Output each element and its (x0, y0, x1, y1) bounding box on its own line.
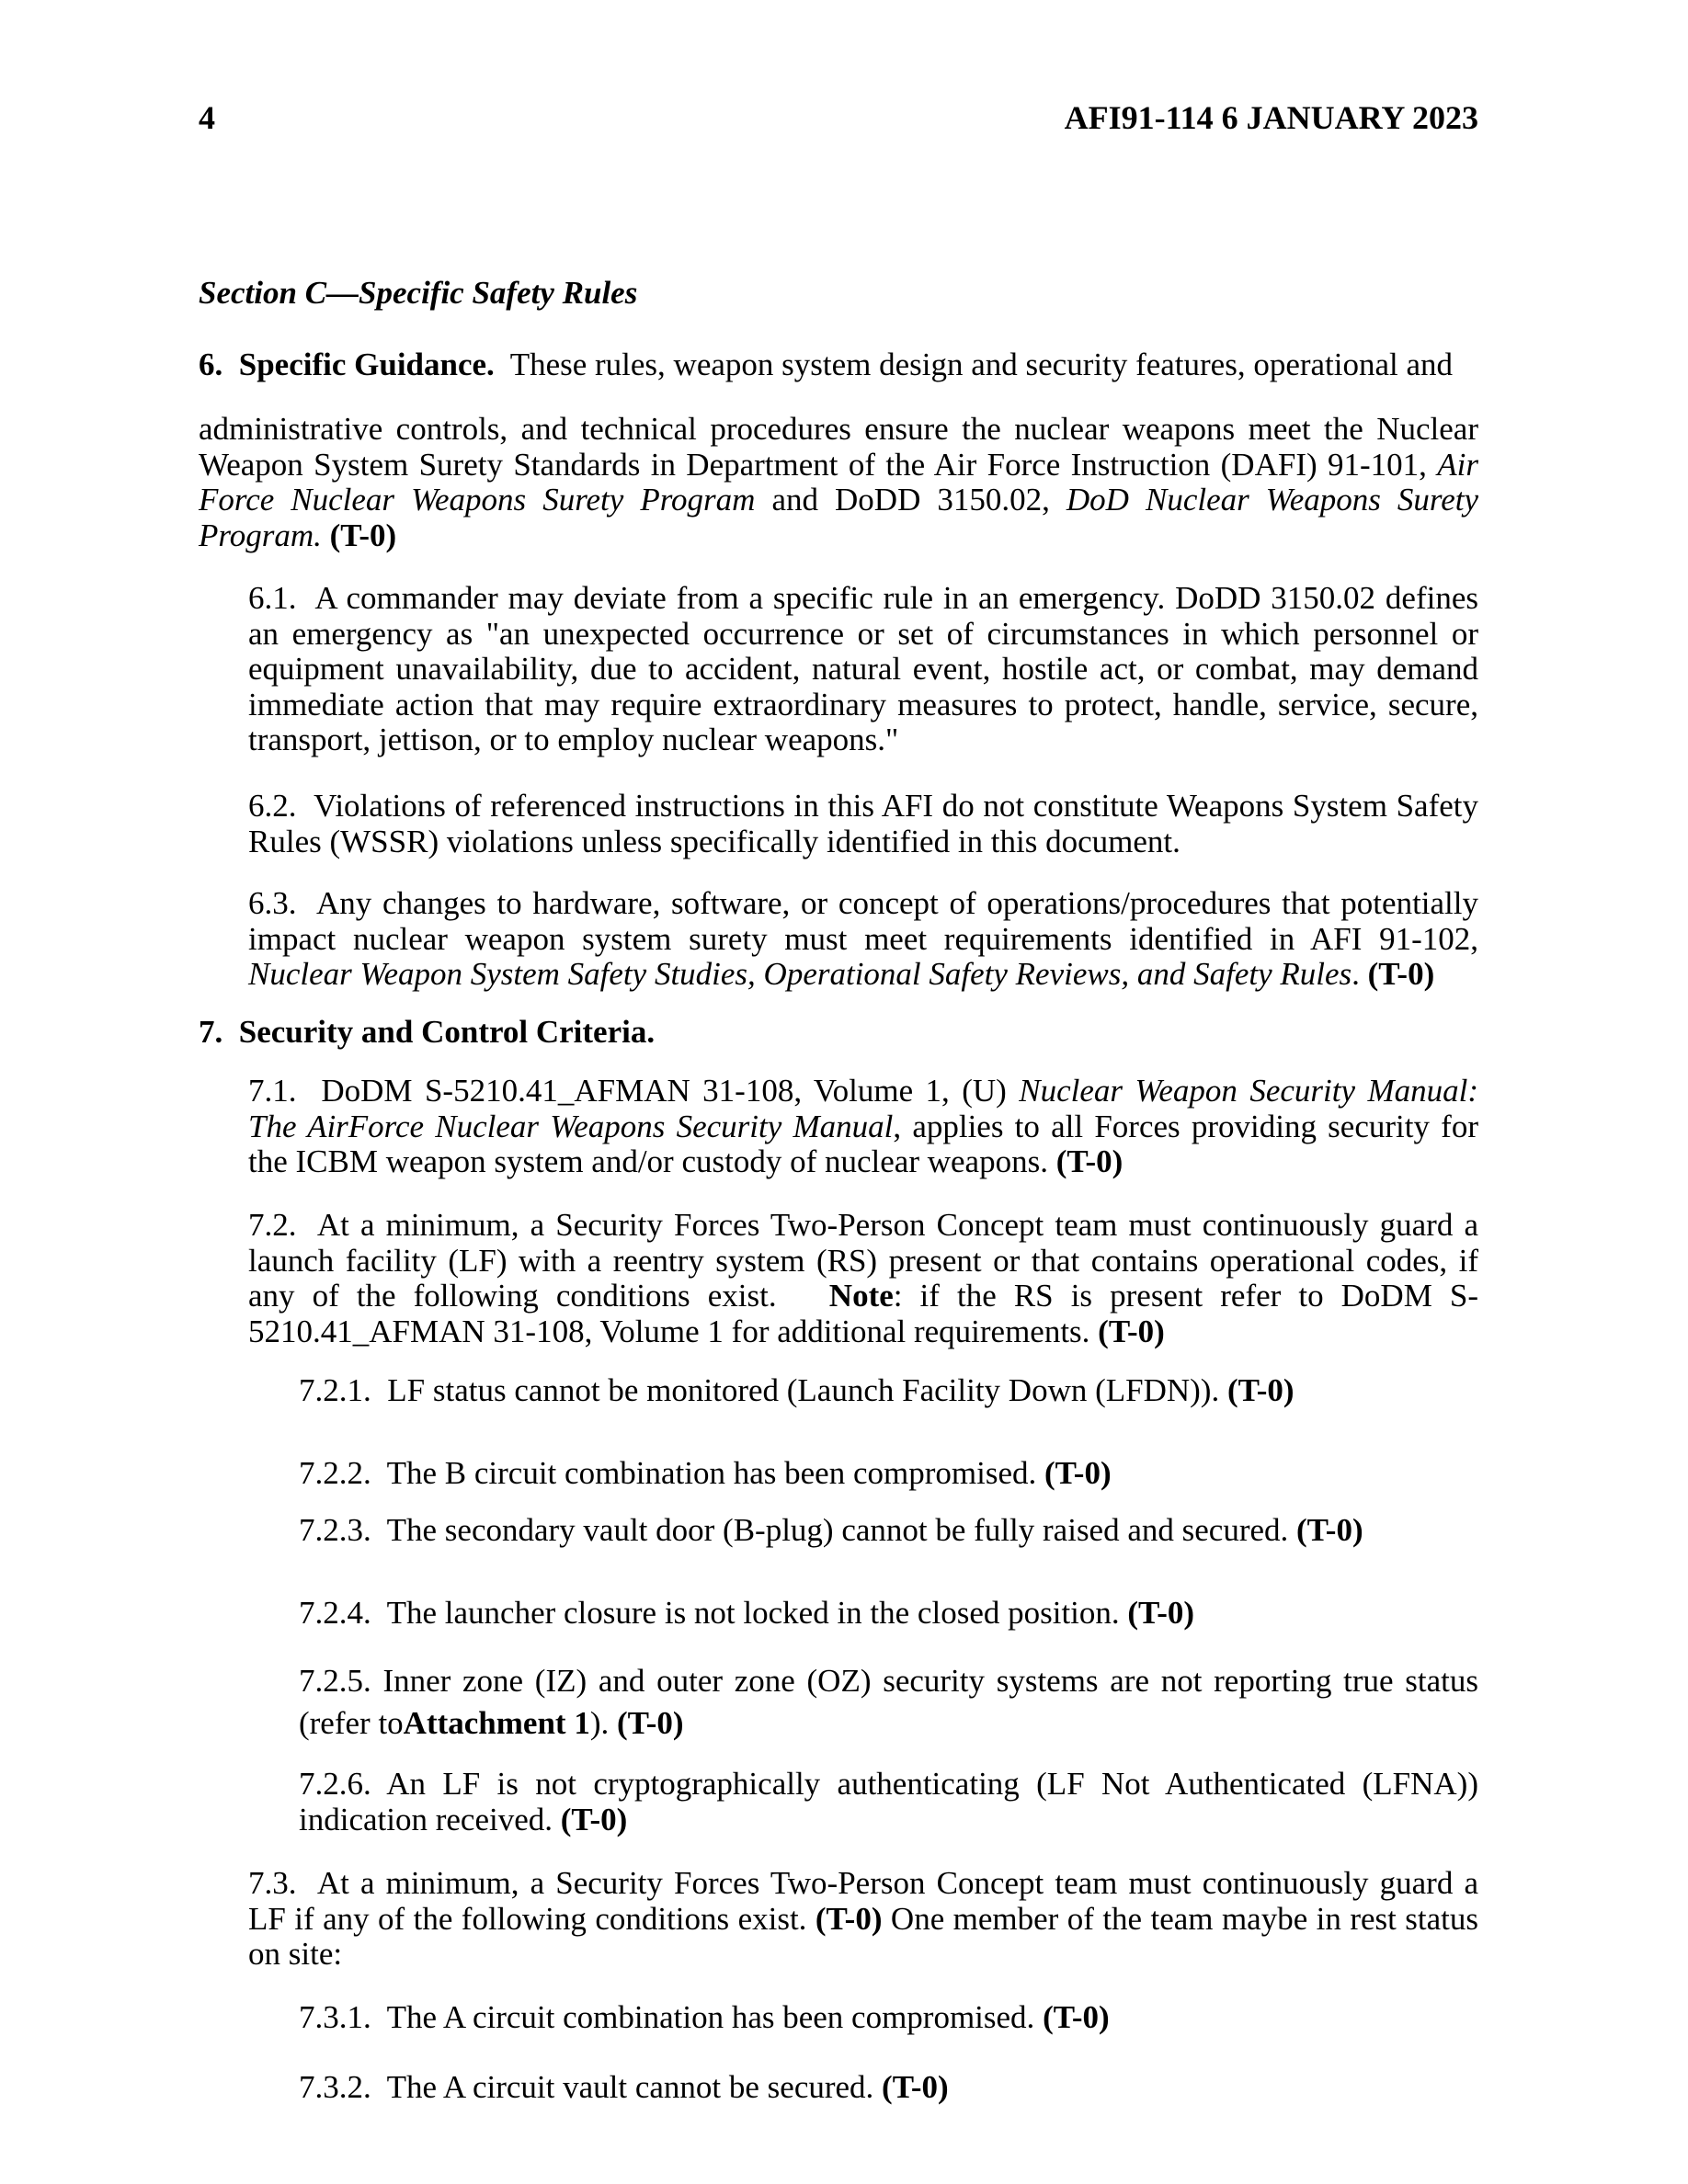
tier-label: (T-0) (815, 1900, 883, 1937)
paragraph-number: 7.3.1. (299, 1999, 371, 2035)
paragraph-number: 6.3. (248, 885, 297, 921)
paragraph-text: These rules, weapon system design and security features, operational and (509, 347, 1454, 382)
paragraph-7-3-1 (299, 2000, 1478, 2036)
paragraph-heading: Security and Control Criteria. (238, 1014, 656, 1050)
paragraph-text: One member of the team maybe in rest status on site: (248, 1900, 1479, 1972)
reference-title: Air Force Nuclear Weapons Surety Program (199, 446, 1478, 518)
tier-label: (T-0) (329, 517, 397, 553)
paragraph-6-3 (248, 886, 1478, 993)
paragraph-text: Violations of referenced instructions in this AFI do not constitute Weapons System Safety Rules (WSSR) violations unless specifically identified in this document. (248, 788, 1478, 859)
paragraph-number: 6.1. (248, 580, 297, 616)
tier-label: (T-0) (882, 2069, 949, 2105)
paragraph-7-2-5 (299, 1660, 1478, 1745)
paragraph-text: The B circuit combination has been compromised. (386, 1455, 1037, 1491)
paragraph-number: 7. (199, 1014, 223, 1050)
paragraph-7-2-6 (299, 1767, 1478, 1837)
paragraph-text: Inner zone (IZ) and outer zone (OZ) security systems are not reporting true status (refer to (299, 1663, 1479, 1741)
tier-label: (T-0) (1098, 1313, 1165, 1349)
tier-label: (T-0) (1055, 1143, 1123, 1179)
paragraph-text: The launcher closure is not locked in the closed position. (386, 1595, 1120, 1631)
paragraph-number: 7.2.4. (299, 1595, 371, 1631)
paragraph-6-1 (248, 581, 1478, 758)
paragraph-7-2-4 (299, 1596, 1478, 1632)
reference-title: Nuclear Weapon System Safety Studies, Operational Safety Reviews, and Safety Rules (248, 956, 1352, 992)
tier-label: (T-0) (1367, 956, 1435, 992)
tier-label: (T-0) (1226, 1372, 1295, 1408)
paragraph-text: At a minimum, a Security Forces Two-Person Concept team must continuously guard a launch facility (LF) with a reentry system (RS) present or that contains operational codes, if any of the following conditions exist. (248, 1207, 1478, 1314)
paragraph-7-2-1 (299, 1373, 1478, 1409)
paragraph-number: 7.3. (248, 1865, 297, 1901)
paragraph-number: 7.2.6. (299, 1766, 371, 1802)
paragraph-7-1 (248, 1074, 1478, 1180)
paragraph-7-heading (199, 1015, 1478, 1051)
paragraph-number: 6. (199, 347, 223, 382)
paragraph-text: An LF is not cryptographically authenticating (LF Not Authenticated (LFNA)) indication received. (299, 1766, 1478, 1837)
paragraph-number: 7.3.2. (299, 2069, 371, 2105)
paragraph-text: At a minimum, a Security Forces Two-Person Concept team must continuously guard a LF if any of the following conditions exist. (248, 1865, 1478, 1937)
paragraph-7-3 (248, 1866, 1478, 1973)
paragraph-text: administrative controls, and technical procedures ensure the nuclear weapons meet the Nuclear Weapon System Surety Standards in Department of the Air Force Instruction (DAFI) 91-101, (199, 411, 1478, 483)
paragraph-text: A commander may deviate from a specific rule in an emergency. DoDD 3150.02 defines an emergency as "an unexpected occurrence or set of circumstances in which personnel or equipment unavailability, due to accident, natural event, hostile act, or combat, may demand immediate action that may require extraordinary measures to protect, handle, service, secure, transport, jettison, or to employ nuclear weapons." (248, 580, 1478, 757)
paragraph-7-2-3 (299, 1513, 1478, 1549)
punctuation: ). (589, 1705, 610, 1741)
paragraph-text: LF status cannot be monitored (Launch Facility Down (LFDN)). (387, 1372, 1220, 1408)
tier-label: (T-0) (1044, 1455, 1112, 1491)
reference-title: Nuclear Weapon Security Manual: The AirForce Nuclear Weapons Security Manual (248, 1073, 1478, 1144)
paragraph-6-body (199, 412, 1478, 553)
tier-label: (T-0) (616, 1705, 684, 1741)
paragraph-number: 7.2.3. (299, 1512, 371, 1548)
punctuation: . (1352, 956, 1360, 992)
paragraph-text: The secondary vault door (B-plug) cannot be fully raised and secured. (386, 1512, 1289, 1548)
paragraph-6-line-1 (199, 347, 1478, 383)
note-text: : if the RS is present refer to DoDM S-5210.41_AFMAN 31-108, Volume 1 for additional requirements. (248, 1278, 1479, 1349)
paragraph-text: The A circuit combination has been compromised. (386, 1999, 1035, 2035)
paragraph-6-2 (248, 789, 1478, 859)
paragraph-text: and DoDD 3150.02, (755, 482, 1066, 518)
paragraph-number: 7.2.2. (299, 1455, 371, 1491)
note-label: Note (828, 1278, 894, 1314)
paragraph-text: The A circuit vault cannot be secured. (386, 2069, 874, 2105)
paragraph-text: , applies to all Forces providing security for the ICBM weapon system and/or custody of nuclear weapons. (248, 1108, 1478, 1179)
tier-label: (T-0) (1127, 1595, 1195, 1631)
paragraph-text: Any changes to hardware, software, or concept of operations/procedures that potentially impact nuclear weapon system surety must meet requirements identified in AFI 91-102, (248, 885, 1478, 957)
document-reference: AFI91-114 6 JANUARY 2023 (1064, 99, 1478, 136)
paragraph-7-2 (248, 1208, 1478, 1349)
paragraph-number: 7.2.1. (299, 1372, 371, 1408)
tier-label: (T-0) (560, 1801, 628, 1837)
attachment-reference[interactable]: Attachment 1 (403, 1705, 590, 1741)
paragraph-number: 7.1. (248, 1073, 297, 1109)
paragraph-number: 7.2. (248, 1207, 297, 1243)
section-title: Section C—Specific Safety Rules (199, 275, 638, 311)
reference-title: DoD Nuclear Weapons Surety Program. (199, 482, 1478, 553)
paragraph-7-3-2 (299, 2070, 1478, 2106)
tier-label: (T-0) (1296, 1512, 1363, 1548)
paragraph-7-2-2 (299, 1456, 1478, 1492)
tier-label: (T-0) (1043, 1999, 1110, 2035)
paragraph-text: DoDM S-5210.41_AFMAN 31-108, Volume 1, (U) (321, 1073, 1020, 1109)
page-number: 4 (199, 99, 215, 136)
paragraph-number: 6.2. (248, 788, 297, 824)
paragraph-heading: Specific Guidance. (238, 347, 495, 382)
paragraph-number: 7.2.5. (299, 1663, 371, 1699)
